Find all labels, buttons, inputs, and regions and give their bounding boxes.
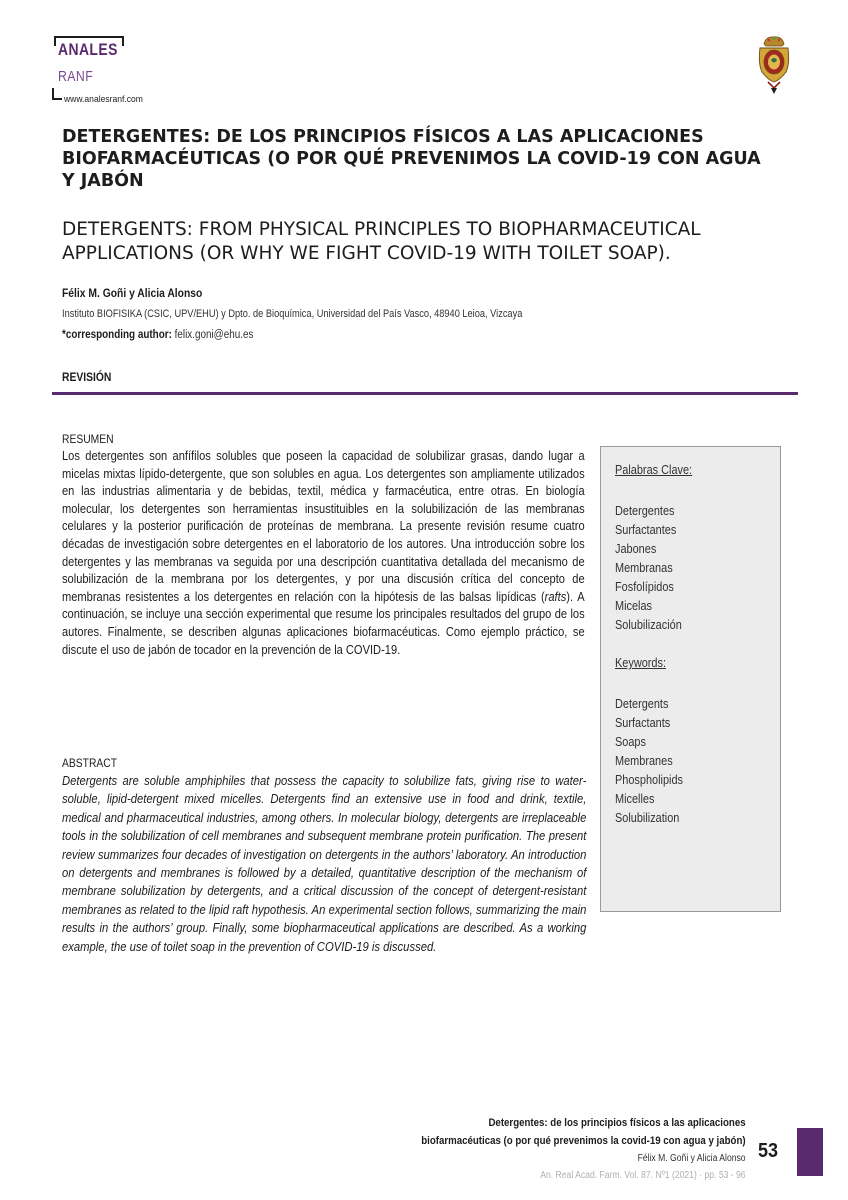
corresponding-label: *corresponding author: bbox=[62, 329, 172, 341]
page-accent-bar bbox=[797, 1128, 823, 1176]
logo-bracket-bottom bbox=[52, 88, 62, 100]
footer-title-line2: biofarmacéuticas (o por qué prevenimos la covid-19 con agua y jabón) bbox=[421, 1135, 746, 1147]
resumen-text-part2: ). A continuación, se incluye una sección experimental que resume los principales resultados del grupo de los autores. Finalmente, se describen algunas aplicaciones biofarmacéuticas. Como ejemplo práctico, se discute el uso de jabón de tocador en la prevención de la COVID-19. bbox=[62, 588, 585, 657]
keywords-en-title: Keywords: bbox=[615, 655, 666, 670]
keywords-en-list bbox=[615, 694, 692, 827]
title-english: DETERGENTS: FROM PHYSICAL PRINCIPLES TO BIOPHARMACEUTICAL APPLICATIONS (OR WHY WE FIGHT COVID-19 WITH TOILET SOAP). bbox=[62, 219, 701, 264]
journal-url[interactable]: www.analesranf.com bbox=[64, 94, 143, 105]
keywords-es-list bbox=[615, 501, 692, 634]
keyword-item: Membranes bbox=[615, 753, 673, 768]
footer-authors: Félix M. Goñi y Alicia Alonso bbox=[637, 1153, 746, 1164]
keyword-item: Micelles bbox=[615, 791, 655, 806]
keyword-item: Solubilization bbox=[615, 810, 680, 825]
keyword-item: Soaps bbox=[615, 734, 646, 749]
keywords-es-title: Palabras Clave: bbox=[615, 462, 693, 477]
corresponding-email[interactable]: felix.goni@ehu.es bbox=[174, 329, 254, 341]
resumen-text-part1: Los detergentes son anfífilos solubles que poseen la capacidad de solubilizar grasas, dando lugar a micelas mixtas lípido-detergente, que son solubles en agua. Los detergentes son ampliamente utilizados en las industrias alimentaria y de bebidas, textil, médica y farmacéutica, entre otras. En biología molecular, los detergentes son herramientas insustituibles en la solubilización de las membranas celulares y la posterior purificación de proteínas de membrana. La presente revisión resume cuatro décadas de investigación sobre detergentes en el laboratorio de los autores. Una introducción sobre los detergentes y las membranas va seguida por una descripción cuantitativa detallada del mecanismo de solubilización de la membrana por los detergentes, y por una discusión crítica del concepto de membranas resistentes a los detergentes en relación con la hipótesis de las balsas lipídicas ( bbox=[62, 448, 585, 604]
footer-title-line1: Detergentes: de los principios físicos a las aplicaciones bbox=[488, 1117, 746, 1129]
title-spanish: DETERGENTES: DE LOS PRINCIPIOS FÍSICOS A LAS APLICACIONES BIOFARMACÉUTICAS (O POR QUÉ PREVENIMOS LA COVID-19 CON AGUA Y JABÓN bbox=[62, 127, 761, 191]
academy-crest-icon bbox=[756, 34, 792, 96]
running-footer bbox=[377, 1114, 746, 1184]
header-divider bbox=[52, 392, 798, 395]
keyword-item: Surfactants bbox=[615, 715, 671, 730]
keyword-item: Detergentes bbox=[615, 503, 675, 518]
footer-citation: An. Real Acad. Farm. Vol. 87. Nº1 (2021) · pp. 53 - 96 bbox=[540, 1170, 746, 1181]
keyword-item: Surfactantes bbox=[615, 522, 677, 537]
keyword-item: Fosfolípidos bbox=[615, 579, 674, 594]
keyword-item: Membranas bbox=[615, 560, 673, 575]
keywords-content bbox=[615, 461, 692, 827]
keyword-item: Detergents bbox=[615, 696, 669, 711]
resumen-rafts-term: rafts bbox=[544, 588, 567, 604]
logo-anales-text: ANALES bbox=[58, 40, 118, 59]
keyword-item: Phospholipids bbox=[615, 772, 684, 787]
resumen-heading: RESUMEN bbox=[62, 432, 114, 446]
keywords-box bbox=[600, 446, 781, 912]
keyword-item: Solubilización bbox=[615, 617, 682, 632]
resumen-text bbox=[62, 447, 585, 658]
keyword-item: Jabones bbox=[615, 541, 657, 556]
keyword-item: Micelas bbox=[615, 598, 653, 613]
authors: Félix M. Goñi y Alicia Alonso bbox=[62, 286, 203, 300]
abstract-text: Detergents are soluble amphiphiles that possess the capacity to solubilize fats, giving rise to water-soluble, lipid-detergent mixed micelles. Detergents find an extensive use in food and drink, textile, medical and pharmaceutical industries, among others. In molecular biology, detergents are irreplaceable tools in the solubilization of cell membranes and subsequent membrane protein purification. The present review summarizes four decades of investigation on detergents in the authors’ laboratory. An introduction on detergents and membranes is followed by a detailed, quantitative description of the mechanism of membrane solubilization by detergents, and a critical discussion of the concept of detergent-resistant membranes as related to the lipid raft hypothesis. An experimental section follows, summarizing the main results in the authors’ group. Finally, some biopharmaceutical applications are described. As a working example, the use of toilet soap in the prevention of COVID-19 is discussed. bbox=[62, 773, 587, 954]
abstract-heading: ABSTRACT bbox=[62, 756, 118, 770]
affiliation: Instituto BIOFISIKA (CSIC, UPV/EHU) y Dpto. de Bioquímica, Universidad del País Vasco, 48940 Leioa, Vizcaya bbox=[62, 308, 523, 320]
article-type: REVISIÓN bbox=[62, 370, 112, 384]
journal-logo bbox=[52, 36, 172, 108]
logo-ranf-text: RANF bbox=[58, 68, 94, 85]
page-number: 53 bbox=[758, 1140, 779, 1162]
corresponding-author bbox=[62, 329, 253, 341]
